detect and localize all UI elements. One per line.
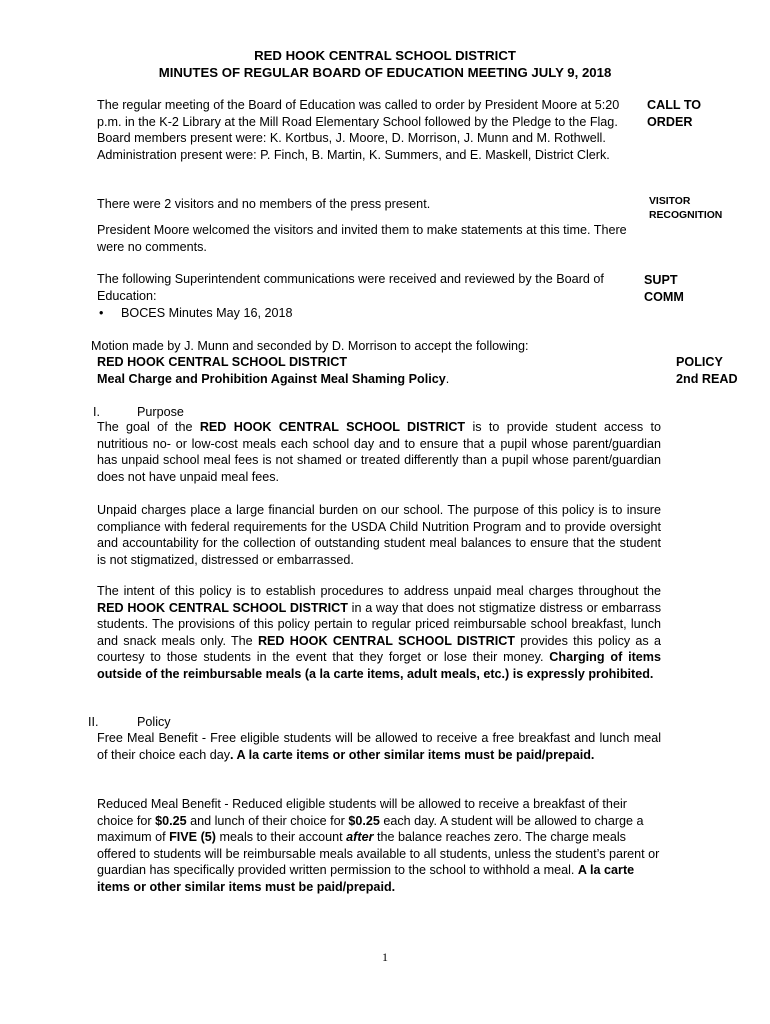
reduced-price: $0.25 bbox=[155, 813, 187, 828]
reduced-price: $0.25 bbox=[348, 813, 380, 828]
after-emphasis: after bbox=[346, 830, 374, 845]
welcome-paragraph: President Moore welcomed the visitors and invited them to make statements at this time. There were no comments. bbox=[97, 223, 627, 254]
district-name: RED HOOK CENTRAL SCHOOL DISTRICT bbox=[199, 420, 466, 434]
side-label-line: RECOGNITION bbox=[649, 210, 723, 221]
policy-title-period: . bbox=[445, 372, 450, 386]
district-name: RED HOOK CENTRAL SCHOOL DISTRICT bbox=[257, 633, 515, 648]
list-item-text: BOCES Minutes May 16, 2018 bbox=[121, 306, 293, 320]
policy-title: Meal Charge and Prohibition Against Meal Shaming Policy bbox=[97, 372, 446, 386]
supt-comm-paragraph: The following Superintendent communications were received and reviewed by the Board of Education: bbox=[97, 272, 604, 303]
bullet-icon: • bbox=[99, 306, 104, 320]
charge-limit: FIVE (5) bbox=[169, 830, 216, 845]
side-label-line: COMM bbox=[644, 289, 684, 304]
side-label-line: ORDER bbox=[647, 114, 693, 129]
section-heading-policy bbox=[88, 714, 171, 731]
supt-comm-label bbox=[644, 272, 684, 305]
reduced-meal-paragraph: Reduced Meal Benefit - Reduced eligible students will be allowed to receive a breakfast of their choice for $0.25 and lunch of their choice for $0.25 each day. A student will be allowed to charge a maximum of FIVE (5) meals to their account after the balance reaches zero. The charge meals offered to students will be reimbursable meals available to all students, unless the student’s parent or guardian has specifically provided written permission to the school to withhold a meal. A la carte items or other similar items must be paid/prepaid. bbox=[97, 797, 660, 894]
call-to-order-label bbox=[647, 97, 701, 130]
supt-comm-list-item bbox=[99, 305, 293, 322]
side-label-line: CALL TO bbox=[647, 98, 702, 112]
section-numeral: II. bbox=[88, 715, 99, 729]
page-number: 1 bbox=[382, 950, 388, 964]
purpose-paragraph-3: The intent of this policy is to establish procedures to address unpaid meal charges throughout the RED HOOK CENTRAL SCHOOL DISTRICT in a way that does not stigmatize distress or embarrass students. The provisions of this policy pertain to regular priced reimbursable school breakfast, lunch and snack meals only. The RED HOOK CENTRAL SCHOOL DISTRICT provides this policy as a courtesy to those students in the event that they forget or lose their money. Charging of items outside of the reimbursable meals (a la carte items, adult meals, etc.) is expressly prohibited. bbox=[97, 584, 661, 681]
purpose-paragraph-1: The goal of the RED HOOK CENTRAL SCHOOL DISTRICT is to provide student access to nutritious no- or low-cost meals each school day and to ensure that a pupil whose parent/guardian has unpaid school meal fees is not shamed or treated differently than a pupil whose parent/guardian does not have unpaid meal fees. bbox=[97, 420, 661, 484]
side-label-line: 2nd READ bbox=[676, 371, 738, 386]
visitor-recognition-label bbox=[649, 195, 722, 223]
side-label-line: SUPT bbox=[644, 273, 678, 287]
district-name: RED HOOK CENTRAL SCHOOL DISTRICT bbox=[97, 600, 348, 615]
free-meal-paragraph: Free Meal Benefit - Free eligible students will be allowed to receive a free breakfast and lunch meal of their choice each day. A la carte items or other similar items must be paid/prepaid. bbox=[97, 731, 661, 762]
section-numeral: I. bbox=[93, 405, 100, 419]
section-heading-text: Purpose bbox=[137, 405, 184, 419]
section-heading-text: Policy bbox=[137, 715, 171, 729]
charging-prohibited-note: Charging of items outside of the reimbursable meals (a la carte items, adult meals, etc.) is expressly prohibited. bbox=[97, 650, 661, 681]
policy-title-line bbox=[97, 371, 449, 388]
free-meal-prepaid-note: . A la carte items or other similar items must be paid/prepaid. bbox=[230, 747, 595, 762]
reduced-meal-prepaid-note: A la carte items or other similar items must be paid/prepaid. bbox=[97, 863, 635, 894]
document-title: RED HOOK CENTRAL SCHOOL DISTRICT bbox=[254, 48, 516, 63]
side-label-line: POLICY bbox=[676, 355, 723, 369]
meeting-subtitle: MINUTES OF REGULAR BOARD OF EDUCATION MEETING JULY 9, 2018 bbox=[158, 65, 612, 80]
call-to-order-paragraph: The regular meeting of the Board of Education was called to order by President Moore at 5:20 p.m. in the K-2 Library at the Mill Road Elementary School followed by the Pledge to the Flag. Board members present were: K. Kortbus, J. Moore, D. Morrison, J. Munn and M. Rothwell. Administration present were: P. Finch, B. Martin, K. Summers, and E. Maskell, District Clerk. bbox=[97, 98, 620, 162]
policy-2nd-read-label bbox=[676, 354, 738, 387]
motion-paragraph: Motion made by J. Munn and seconded by D. Morrison to accept the following: bbox=[91, 339, 529, 353]
visitors-paragraph: There were 2 visitors and no members of the press present. bbox=[97, 197, 431, 211]
policy-district-line: RED HOOK CENTRAL SCHOOL DISTRICT bbox=[97, 355, 348, 369]
purpose-paragraph-2: Unpaid charges place a large financial burden on our school. The purpose of this policy is to insure compliance with federal requirements for the USDA Child Nutrition Program and to provide oversight and accountability for the collection of outstanding student meal balances to ensure that the student is not stigmatized, distressed or embarrassed. bbox=[97, 503, 661, 567]
side-label-line: VISITOR bbox=[649, 196, 691, 207]
